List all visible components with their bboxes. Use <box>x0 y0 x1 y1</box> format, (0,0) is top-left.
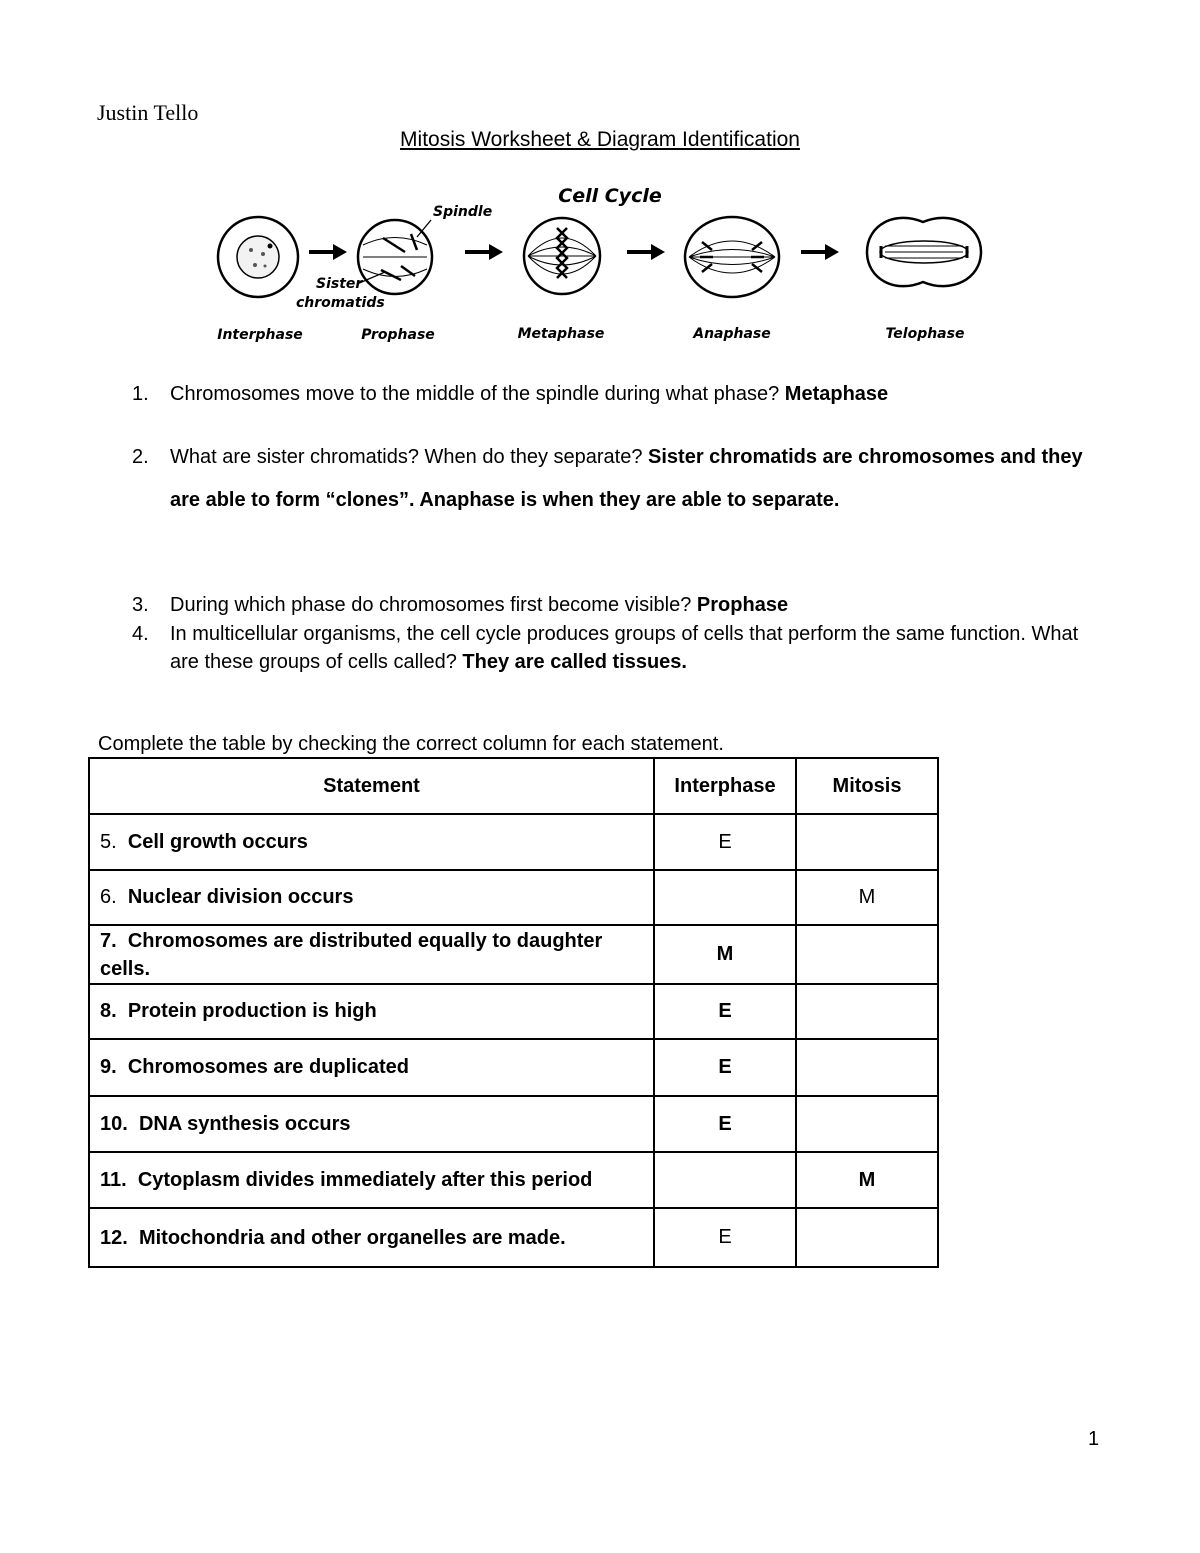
interphase-cell <box>654 1152 796 1208</box>
mitosis-cell <box>796 925 938 984</box>
header-interphase: Interphase <box>654 758 796 814</box>
cell-cycle-diagram <box>205 180 1005 350</box>
table-row <box>89 1096 938 1152</box>
statement-cell: 5. Cell growth occurs <box>89 814 654 870</box>
phase-label-interphase: Interphase <box>217 327 303 343</box>
interphase-cell-icon <box>218 217 298 297</box>
header-statement: Statement <box>89 758 654 814</box>
prophase-cell-icon <box>358 220 432 294</box>
metaphase-cell-icon <box>524 218 600 294</box>
table-row <box>89 1039 938 1096</box>
answer-2: Sister chromatids are chromosomes and they are able to form “clones”. Anaphase is when they are able to separate. <box>170 446 1083 511</box>
arrow-icon <box>801 244 839 260</box>
statement-cell: 6. Nuclear division occurs <box>89 870 654 925</box>
interphase-cell: M <box>654 925 796 984</box>
statement-cell: 7. Chromosomes are distributed equally to daughter cells. <box>89 925 654 984</box>
interphase-cell: E <box>654 1208 796 1267</box>
header-mitosis: Mitosis <box>796 758 938 814</box>
mitosis-cell <box>796 1208 938 1267</box>
answer-4: They are called tissues. <box>462 651 687 673</box>
telophase-cell-icon <box>867 218 981 286</box>
arrow-icon <box>309 244 347 260</box>
table-instructions: Complete the table by checking the correct column for each statement. <box>98 733 724 755</box>
answer-1: Metaphase <box>784 383 889 405</box>
table-row <box>89 870 938 925</box>
mitosis-cell: M <box>796 870 938 925</box>
statement-cell: 11. Cytoplasm divides immediately after this period <box>89 1152 654 1208</box>
interphase-cell: E <box>654 1096 796 1152</box>
statement-cell: 12. Mitochondria and other organelles are made. <box>89 1208 654 1267</box>
page-number: 1 <box>1088 1428 1100 1450</box>
statement-cell: 9. Chromosomes are duplicated <box>89 1039 654 1096</box>
phase-label-anaphase: Anaphase <box>693 326 771 342</box>
table-row <box>89 984 938 1039</box>
phase-label-telophase: Telophase <box>885 326 965 342</box>
arrow-icon <box>627 244 665 260</box>
mitosis-cell <box>796 814 938 870</box>
mitosis-cell <box>796 1039 938 1096</box>
table-row <box>89 925 938 984</box>
mitosis-cell <box>796 984 938 1039</box>
phase-label-prophase: Prophase <box>361 327 435 343</box>
spindle-label: Spindle <box>433 204 493 220</box>
statement-cell: 8. Protein production is high <box>89 984 654 1039</box>
anaphase-cell-icon <box>685 217 779 297</box>
chromatids-label: chromatids <box>296 295 385 311</box>
sister-label: Sister <box>316 276 363 292</box>
table-row <box>89 814 938 870</box>
table-row <box>89 1208 938 1267</box>
table-header-row <box>89 758 938 814</box>
diagram-title: Cell Cycle <box>558 185 662 207</box>
worksheet-title: Mitosis Worksheet & Diagram Identification <box>400 128 800 151</box>
phase-label-metaphase: Metaphase <box>517 326 605 342</box>
interphase-cell: E <box>654 984 796 1039</box>
mitosis-cell: M <box>796 1152 938 1208</box>
mitosis-cell <box>796 1096 938 1152</box>
statement-cell: 10. DNA synthesis occurs <box>89 1096 654 1152</box>
interphase-cell <box>654 870 796 925</box>
arrow-icon <box>465 244 503 260</box>
author-name: Justin Tello <box>97 100 199 125</box>
answer-3: Prophase <box>696 594 789 616</box>
interphase-cell: E <box>654 814 796 870</box>
phase-table <box>88 757 939 1268</box>
table-row <box>89 1152 938 1208</box>
interphase-cell: E <box>654 1039 796 1096</box>
